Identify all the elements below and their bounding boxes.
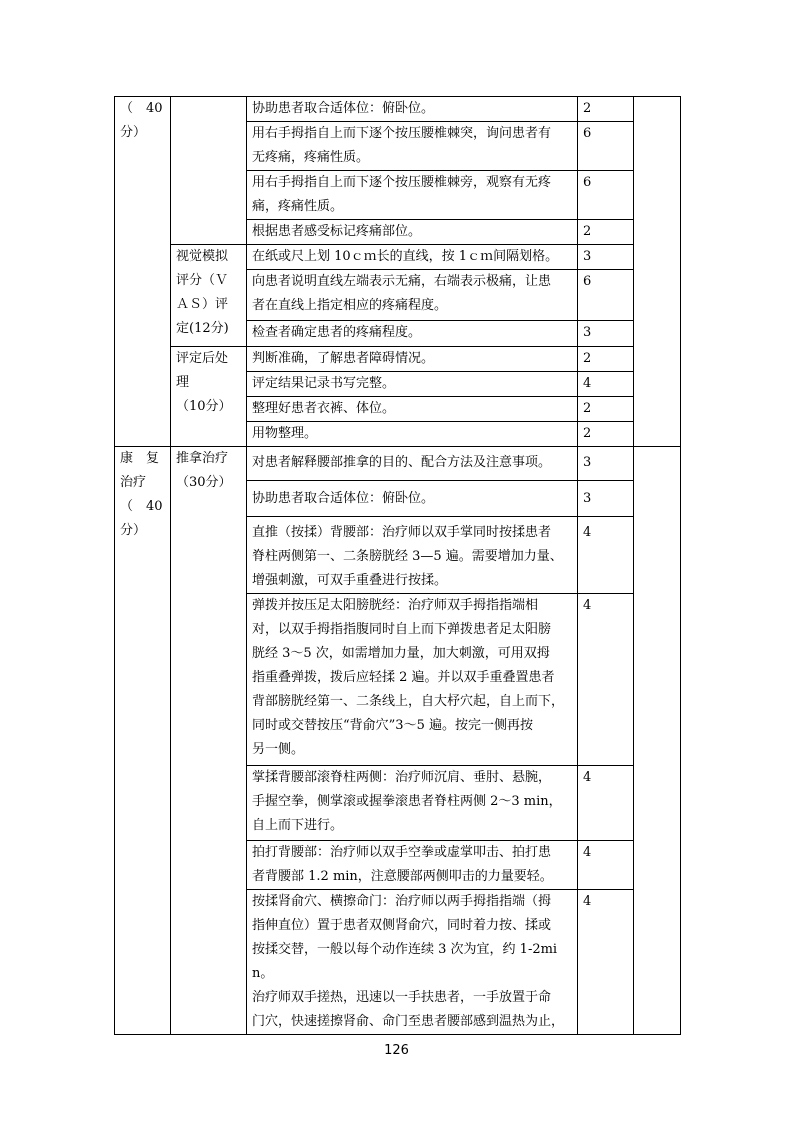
content-line: 脊柱两侧第一、二条膀胱经 3—5 遍。需要增加力量、 [252,549,563,564]
content-cell [247,347,578,372]
score-cell: 2 [578,220,634,245]
content-line: 背部膀胱经第一、二条线上，自大杼穴起，自上而下， [252,694,565,709]
content-line: 痛，疼痛性质。 [252,199,344,214]
content-line: 者在直线上指定相应的疼痛程度。 [252,298,448,313]
content-line: 协助患者取合适体位：俯卧位。 [252,101,435,116]
subcategory-text: 定(12分) [176,321,229,336]
content-line: 整理好患者衣裤、体位。 [252,401,396,416]
subcategory-text: 评分（Ｖ [176,273,229,288]
category-text: 康 复 [120,451,160,466]
category-text: （ 40 [120,101,163,116]
score-cell: 3 [578,481,634,517]
subcategory-cell-massage [171,447,247,1035]
score-cell: 2 [578,422,634,447]
score-cell: 2 [578,397,634,422]
category-text: 分） [120,523,147,538]
content-line: 评定结果记录书写完整。 [252,376,396,391]
content-cell [247,422,578,447]
table-row [115,245,681,270]
score-cell: 4 [578,517,634,594]
content-line: 协助患者取合适体位：俯卧位。 [252,491,435,506]
table-row [115,347,681,372]
content-cell [247,397,578,422]
content-line: 自上而下进行。 [252,818,344,833]
content-line: 检查者确定患者的疼痛程度。 [252,325,422,340]
score-cell: 4 [578,594,634,766]
subcategory-cell-post-processing [171,347,247,447]
scoring-table [114,96,681,1035]
content-line: 手握空拳，侧掌滚或握拳滚患者脊柱两侧 2～3 min， [252,794,562,809]
content-line: 增强刺激，可双手重叠进行按揉。 [252,573,448,588]
content-cell [247,171,578,220]
content-cell [247,321,578,347]
content-line: 指重叠弹拨，拨后应轻揉 2 遍。并以双手重叠置患者 [252,670,555,685]
remark-cell [634,97,681,447]
category-cell-rehab [115,447,171,1035]
content-cell [247,481,578,517]
content-cell [247,220,578,245]
content-line: 另一侧。 [252,742,305,757]
content-line: 用物整理。 [252,426,318,441]
content-cell [247,245,578,270]
page-number: 126 [384,1043,409,1058]
score-cell: 2 [578,97,634,122]
content-cell [247,517,578,594]
content-line: 门穴，快速搓擦肾俞、命门至患者腰部感到温热为止， [252,1014,565,1029]
score-cell: 3 [578,447,634,481]
subcategory-text: （10分） [176,399,232,414]
subcategory-cell-vas [171,245,247,347]
score-cell: 2 [578,347,634,372]
content-line: 弹拨并按压足太阳膀胱经：治疗师双手拇指指端相 [252,598,539,613]
content-line: 按揉肾俞穴、横擦命门：治疗师以两手拇指指端（拇 [252,894,552,909]
content-line: 拍打背腰部：治疗师以双手空拳或虚掌叩击、拍打患 [252,845,552,860]
subcategory-cell-blank [171,97,247,245]
content-line: 按揉交替，一般以每个动作连续 3 次为宜，约 1-2min。 [252,942,558,981]
subcategory-text: 评定后处 [176,351,229,366]
score-cell: 3 [578,245,634,270]
subcategory-text: ＡＳ）评 [176,297,229,312]
content-cell [247,372,578,397]
content-cell [247,270,578,321]
subcategory-text: 视觉模拟 [176,249,229,264]
content-cell [247,890,578,1035]
score-cell: 6 [578,270,634,321]
content-line: 对，以双手拇指指腹同时自上而下弹拨患者足太阳膀 [252,622,552,637]
content-cell [247,594,578,766]
content-line: 者背腰部 1.2 min，注意腰部两侧叩击的力量要轻。 [252,869,553,884]
content-line: 无疼痛，疼痛性质。 [252,150,370,165]
content-line: 掌揉背腰部滚脊柱两侧：治疗师沉肩、垂肘、悬腕， [252,770,552,785]
content-cell [247,122,578,171]
category-text: 治疗 [120,475,147,490]
category-cell-assessment [115,97,171,447]
content-line: 对患者解释腰部推拿的目的、配合方法及注意事项。 [252,455,552,470]
table-row [115,97,681,122]
score-cell: 4 [578,372,634,397]
content-line: 治疗师双手搓热，迅速以一手扶患者，一手放置于命 [252,990,552,1005]
content-line: 判断准确，了解患者障碍情况。 [252,351,435,366]
remark-cell [634,447,681,1035]
score-cell: 3 [578,321,634,347]
content-line: 根据患者感受标记疼痛部位。 [252,224,422,239]
subcategory-text: （30分） [176,475,232,490]
score-cell: 6 [578,171,634,220]
content-line: 直推（按揉）背腰部：治疗师以双手掌同时按揉患者 [252,525,552,540]
content-line: 用右手拇指自上而下逐个按压腰椎棘突，询问患者有 [252,126,552,141]
content-line: 用右手拇指自上而下逐个按压腰椎棘旁，观察有无疼 [252,175,552,190]
subcategory-text: 理 [176,375,190,390]
content-cell [247,841,578,890]
content-line: 指伸直位）置于患者双侧肾俞穴，同时着力按、揉或 [252,918,552,933]
content-line: 同时或交替按压“背俞穴”3～5 遍。按完一侧再按 [252,718,533,733]
score-cell: 4 [578,841,634,890]
content-line: 胱经 3～5 次，如需增加力量，加大刺激，可用双拇 [252,646,550,661]
content-line: 在纸或尺上划 10ｃｍ长的直线，按 1ｃｍ间隔划格。 [252,249,559,264]
subcategory-text: 推拿治疗 [176,451,229,466]
score-cell: 4 [578,890,634,1035]
table-row [115,447,681,481]
content-cell [247,97,578,122]
content-line: 向患者说明直线左端表示无痛，右端表示极痛，让患 [252,274,552,289]
content-cell [247,447,578,481]
score-cell: 6 [578,122,634,171]
score-cell: 4 [578,766,634,841]
content-cell [247,766,578,841]
category-text: 分） [120,125,147,140]
category-text: （ 40 [120,499,163,514]
